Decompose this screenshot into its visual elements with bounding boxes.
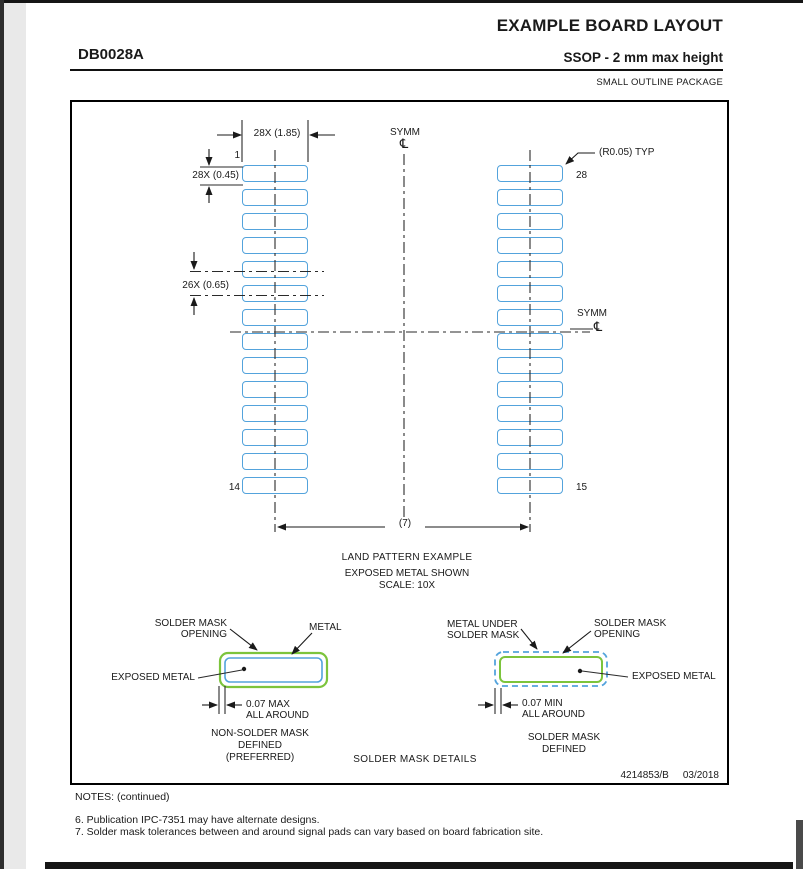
land-pad xyxy=(497,405,563,422)
pad-column-right xyxy=(497,165,563,501)
pad-column-left xyxy=(242,165,308,501)
land-pad xyxy=(497,285,563,302)
smd-opening-label-line1: SOLDER MASK xyxy=(594,618,667,629)
land-pattern-title: LAND PATTERN EXAMPLE xyxy=(341,552,473,563)
note-item-7: 7. Solder mask tolerances between and around signal pads can vary based on board fabrication site. xyxy=(75,826,544,838)
land-pad xyxy=(497,309,563,326)
nsmd-metal-label: METAL xyxy=(309,622,342,633)
land-pad xyxy=(497,213,563,230)
solder-mask-details-title: SOLDER MASK DETAILS xyxy=(353,754,477,765)
notes-heading: NOTES: (continued) xyxy=(75,791,170,803)
land-pad xyxy=(242,333,308,350)
land-pad xyxy=(497,429,563,446)
smd-metal-under-mask-outline xyxy=(495,652,607,686)
pin-1-label: 1 xyxy=(234,150,240,161)
land-pad xyxy=(497,237,563,254)
package-subtitle: SSOP - 2 mm max height xyxy=(563,50,723,65)
dim-span-label: (7) xyxy=(385,518,425,530)
dim-pitch-label: 26X (0.65) xyxy=(182,280,229,291)
land-pad xyxy=(242,165,308,182)
nsmd-dim-label-line1: 0.07 MAX xyxy=(246,699,290,710)
package-type-label: SMALL OUTLINE PACKAGE xyxy=(596,77,723,88)
page-edge-bottom xyxy=(45,862,793,869)
radius-leader xyxy=(566,153,595,164)
land-pad xyxy=(242,261,308,278)
land-pad xyxy=(497,357,563,374)
nsmd-opening-label-line2: OPENING xyxy=(180,629,227,640)
land-pad xyxy=(242,453,308,470)
land-pad xyxy=(497,261,563,278)
drawing-date: 03/2018 xyxy=(682,770,719,781)
land-pad xyxy=(242,309,308,326)
nsmd-exposed-metal-label: EXPOSED METAL xyxy=(111,672,195,683)
land-pad xyxy=(497,333,563,350)
land-pad xyxy=(497,189,563,206)
page-edge-left xyxy=(0,0,4,869)
nsmd-opening-label-line1: SOLDER MASK xyxy=(154,618,227,629)
land-pad xyxy=(242,381,308,398)
pin-15-label: 15 xyxy=(576,482,588,493)
symm-top-centerline-icon: ℄ xyxy=(399,136,409,151)
note-item-6: 6. Publication IPC-7351 may have alternate designs. xyxy=(75,814,320,826)
drawing-frame xyxy=(70,100,729,785)
smd-dim-label-line2: ALL AROUND xyxy=(522,709,585,720)
land-pad xyxy=(242,285,308,302)
symm-top-label: SYMM xyxy=(390,127,420,138)
drawing-code: DB0028A xyxy=(78,46,144,63)
dim-pad-width-label: 28X (1.85) xyxy=(253,128,301,139)
drawing-number xyxy=(527,770,719,782)
land-pad xyxy=(497,381,563,398)
land-pattern-subtitle: EXPOSED METAL SHOWN xyxy=(344,568,470,579)
smd-metal-label-line2: SOLDER MASK xyxy=(447,630,520,641)
land-pad xyxy=(497,477,563,494)
land-pad xyxy=(242,357,308,374)
land-pad xyxy=(497,453,563,470)
nsmd-solder-mask-opening-outline xyxy=(220,653,327,687)
land-pad xyxy=(242,477,308,494)
page-edge-right xyxy=(796,820,803,869)
land-pad xyxy=(497,165,563,182)
land-pad xyxy=(242,237,308,254)
dim-radius-label: (R0.05) TYP xyxy=(599,147,655,158)
smd-caption-line2: DEFINED xyxy=(542,744,586,755)
nsmd-caption-line3: (PREFERRED) xyxy=(225,752,295,763)
nsmd-caption-line2: DEFINED xyxy=(238,740,282,751)
nsmd-metal-outline xyxy=(225,658,322,682)
smd-caption-line1: SOLDER MASK xyxy=(527,732,601,743)
nsmd-dim-label-line2: ALL AROUND xyxy=(246,710,309,721)
smd-dim-label-line1: 0.07 MIN xyxy=(522,698,563,709)
header-rule xyxy=(70,69,723,71)
land-pad xyxy=(242,189,308,206)
dim-pad-height-label: 28X (0.45) xyxy=(192,170,239,181)
smd-opening-label-line2: OPENING xyxy=(594,629,641,640)
nsmd-caption-line1: NON-SOLDER MASK xyxy=(211,728,309,739)
land-pad xyxy=(242,429,308,446)
drawing-number-id: 4214853/B xyxy=(620,770,669,781)
page-title: EXAMPLE BOARD LAYOUT xyxy=(496,16,723,35)
land-pad xyxy=(242,213,308,230)
pin-14-label: 14 xyxy=(228,482,240,493)
page-gutter-left xyxy=(4,3,26,869)
page-edge-top xyxy=(0,0,803,3)
symm-right-label: SYMM xyxy=(577,308,607,319)
pin-28-label: 28 xyxy=(576,170,588,181)
land-pattern-scale: SCALE: 10X xyxy=(378,580,436,591)
smd-metal-label-line1: METAL UNDER xyxy=(447,619,518,630)
smd-exposed-metal-label: EXPOSED METAL xyxy=(632,671,716,682)
smd-solder-mask-opening-outline xyxy=(500,657,602,682)
land-pad xyxy=(242,405,308,422)
symm-right-centerline-icon: ℄ xyxy=(593,319,603,334)
